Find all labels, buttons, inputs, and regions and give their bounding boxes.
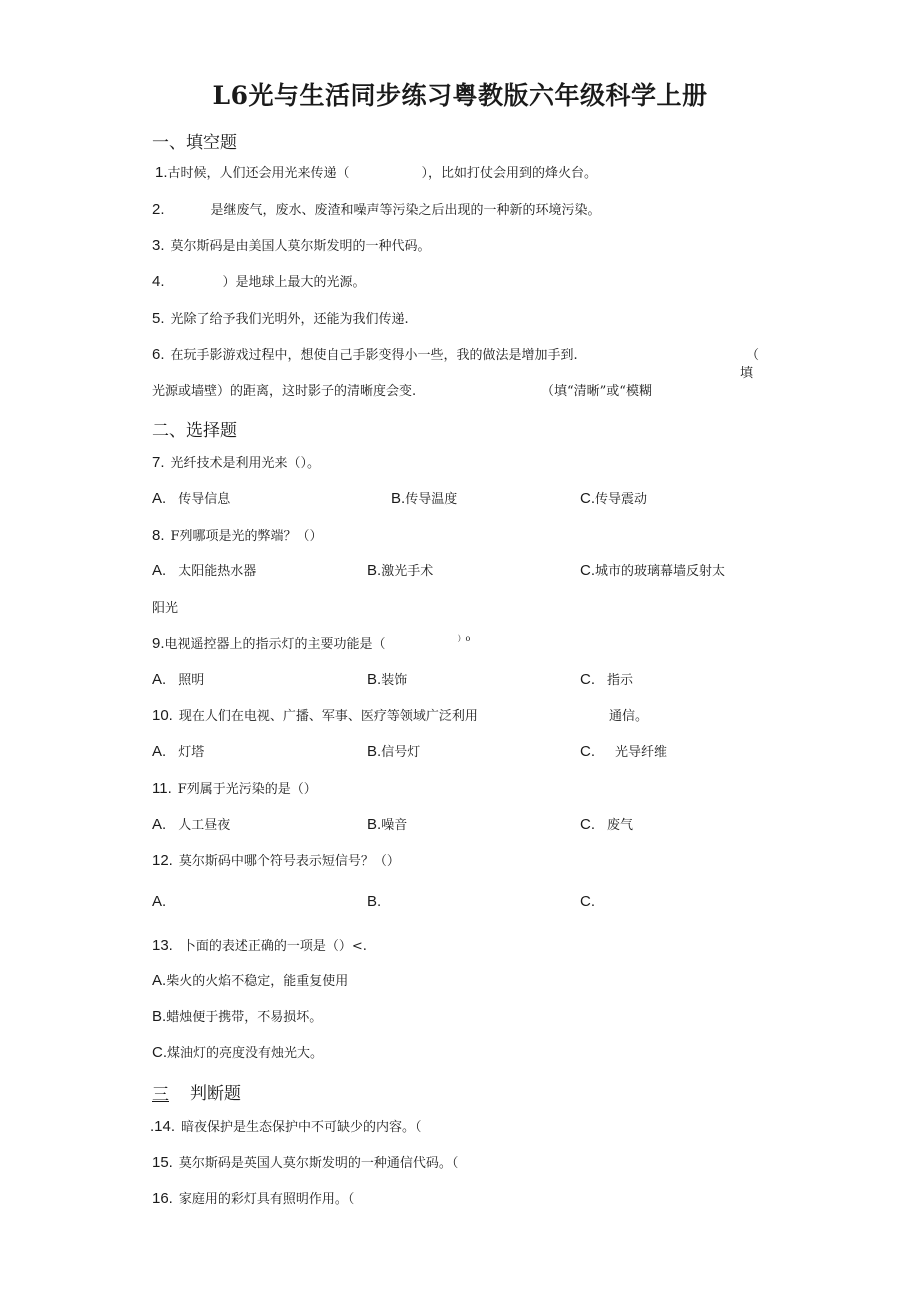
question-13 [152,935,367,954]
option-text: 传导温度 [405,492,458,507]
option-text: 噪音 [381,818,408,833]
question-number: 4. [152,273,165,290]
question-8-option-c-continued: 阳光 [152,601,179,616]
question-text-tail: ），比如打仗会用到的烽火台。 [421,166,598,181]
option-key: C. [580,743,595,760]
question-6 [152,344,578,363]
question-number: 8. [152,527,165,544]
option-text: 信号灯 [381,745,421,760]
question-text: 在玩手影游戏过程中，想使自己手影变得小一些，我的做法是增加手到. [170,348,578,363]
question-4 [152,271,366,290]
option-text: 柴火的火焰不稳定，能重复使用 [166,974,349,989]
question-10-option-a[interactable] [152,741,204,760]
section-choice-heading: 二、选择题 [152,421,237,441]
section-judge-marker: 三 [152,1085,169,1105]
option-text: 激光手术 [381,564,434,579]
question-11 [152,778,317,797]
option-key: C. [580,816,595,833]
question-number: 12. [152,852,173,869]
option-text: 光导纤维 [615,745,668,760]
option-key: B. [367,671,382,688]
question-number: 9. [152,635,165,652]
question-7-option-c[interactable] [580,488,647,507]
question-number: 16. [152,1190,173,1207]
question-text: 古时候，人们还会用光来传递（ [167,166,350,181]
question-number: 10. [152,707,173,724]
question-8-option-a[interactable] [152,560,256,579]
question-text: 现在人们在电视、广播、军事、医疗等领域广泛利用 [178,709,478,724]
question-11-option-a[interactable] [152,814,230,833]
question-8-option-b[interactable] [367,560,433,579]
option-key: A. [152,671,167,688]
option-text: 指示 [607,673,634,688]
question-12-option-a[interactable]: A. [152,893,167,910]
question-8 [152,525,323,544]
option-key: C. [580,490,595,507]
question-text: 光除了给予我们光明外，还能为我们传递. [170,312,409,327]
question-6-hint: （填“清晰”或“模糊 [541,384,652,399]
question-9 [152,633,470,652]
option-text: 蜡烛便于携带，不易损坏。 [166,1010,323,1025]
option-key: A. [152,972,167,989]
question-2 [152,199,601,218]
section-judge-heading: 判断题 [190,1084,241,1104]
option-key: B. [391,490,406,507]
option-text: 太阳能热水器 [178,564,257,579]
question-number: .14. [150,1118,176,1135]
question-9-option-b[interactable] [367,669,407,688]
question-12-option-c[interactable]: C. [580,893,595,910]
option-text: 灯塔 [178,745,205,760]
question-1 [155,162,597,181]
question-10-option-c[interactable] [580,741,667,760]
option-text: 装饰 [381,673,408,688]
question-14 [150,1116,422,1135]
question-text: 是继废气，废水、废渣和噪声等污染之后出现的一种新的环境污染。 [210,203,601,218]
question-6-paren: （ [746,348,760,363]
question-9-option-c[interactable] [580,669,633,688]
question-7-option-b[interactable] [391,488,457,507]
question-number: 6. [152,346,165,363]
option-key: A. [152,562,167,579]
option-text: 废气 [607,818,634,833]
option-key: A. [152,816,167,833]
question-text: 卜面的表述正确的一项是（）<. [182,939,367,954]
question-text: 家庭用的彩灯具有照明作用。（ [178,1192,355,1207]
question-6-fill-word: 填 [740,366,754,381]
section-fill-blank-heading: 一、填空题 [152,133,237,153]
question-number: 1. [155,164,168,181]
question-text: 光纤技术是利用光来（）。 [170,456,321,471]
option-key: B. [367,816,382,833]
option-text: 煤油灯的亮度没有烛光大。 [167,1046,324,1061]
option-text: 传导信息 [178,492,231,507]
question-12 [152,850,400,869]
question-text-tail: ）o [457,634,471,643]
question-text: ）是地球上最大的光源。 [222,275,366,290]
question-text: F列哪项是光的弊端？（） [170,529,323,544]
option-key: C. [580,671,595,688]
question-number: 15. [152,1154,173,1171]
option-key: B. [152,1008,167,1025]
option-key: C. [580,562,595,579]
option-text: 人工昼夜 [178,818,231,833]
option-key: B. [367,743,382,760]
question-6-line2: 光源或墙壁）的距离，这时影子的清晰度会变. [152,384,417,399]
question-text: 莫尔斯码是英国人莫尔斯发明的一种通信代码。（ [178,1156,459,1171]
question-11-option-c[interactable] [580,814,633,833]
question-text: 电视遥控器上的指示灯的主要功能是（ [164,637,386,652]
question-13-option-b[interactable] [152,1006,322,1025]
question-5 [152,308,409,327]
question-15 [152,1152,458,1171]
question-3 [152,235,431,254]
question-number: 3. [152,237,165,254]
question-8-option-c[interactable] [580,560,725,579]
question-number: 13. [152,937,173,954]
question-10 [152,705,478,724]
question-10-tail: 通信。 [609,709,649,724]
question-13-option-a[interactable] [152,970,348,989]
question-11-option-b[interactable] [367,814,407,833]
question-16 [152,1188,354,1207]
option-key: B. [367,562,382,579]
question-13-option-c[interactable] [152,1042,323,1061]
option-key: A. [152,490,167,507]
page-title: L6光与生活同步练习粤教版六年级科学上册 [212,81,708,110]
question-7 [152,452,320,471]
question-number: 7. [152,454,165,471]
question-text: 莫尔斯码是由美国人莫尔斯发明的一种代码。 [170,239,431,254]
question-text: 暗夜保护是生态保护中不可缺少的内容。（ [181,1120,422,1135]
question-7-option-a[interactable] [152,488,230,507]
option-text: 传导震动 [595,492,648,507]
question-10-option-b[interactable] [367,741,420,760]
option-key: A. [152,743,167,760]
question-text: F列属于光污染的是（） [177,782,317,797]
question-9-option-a[interactable] [152,669,204,688]
question-number: 5. [152,310,165,327]
question-number: 2. [152,201,165,218]
question-text: 莫尔斯码中哪个符号表示短信号？（） [178,854,400,869]
option-text: 城市的玻璃幕墙反射太 [595,564,726,579]
option-key: C. [152,1044,167,1061]
option-text: 照明 [178,673,205,688]
question-12-option-b[interactable]: B. [367,893,382,910]
question-number: 11. [152,780,172,797]
